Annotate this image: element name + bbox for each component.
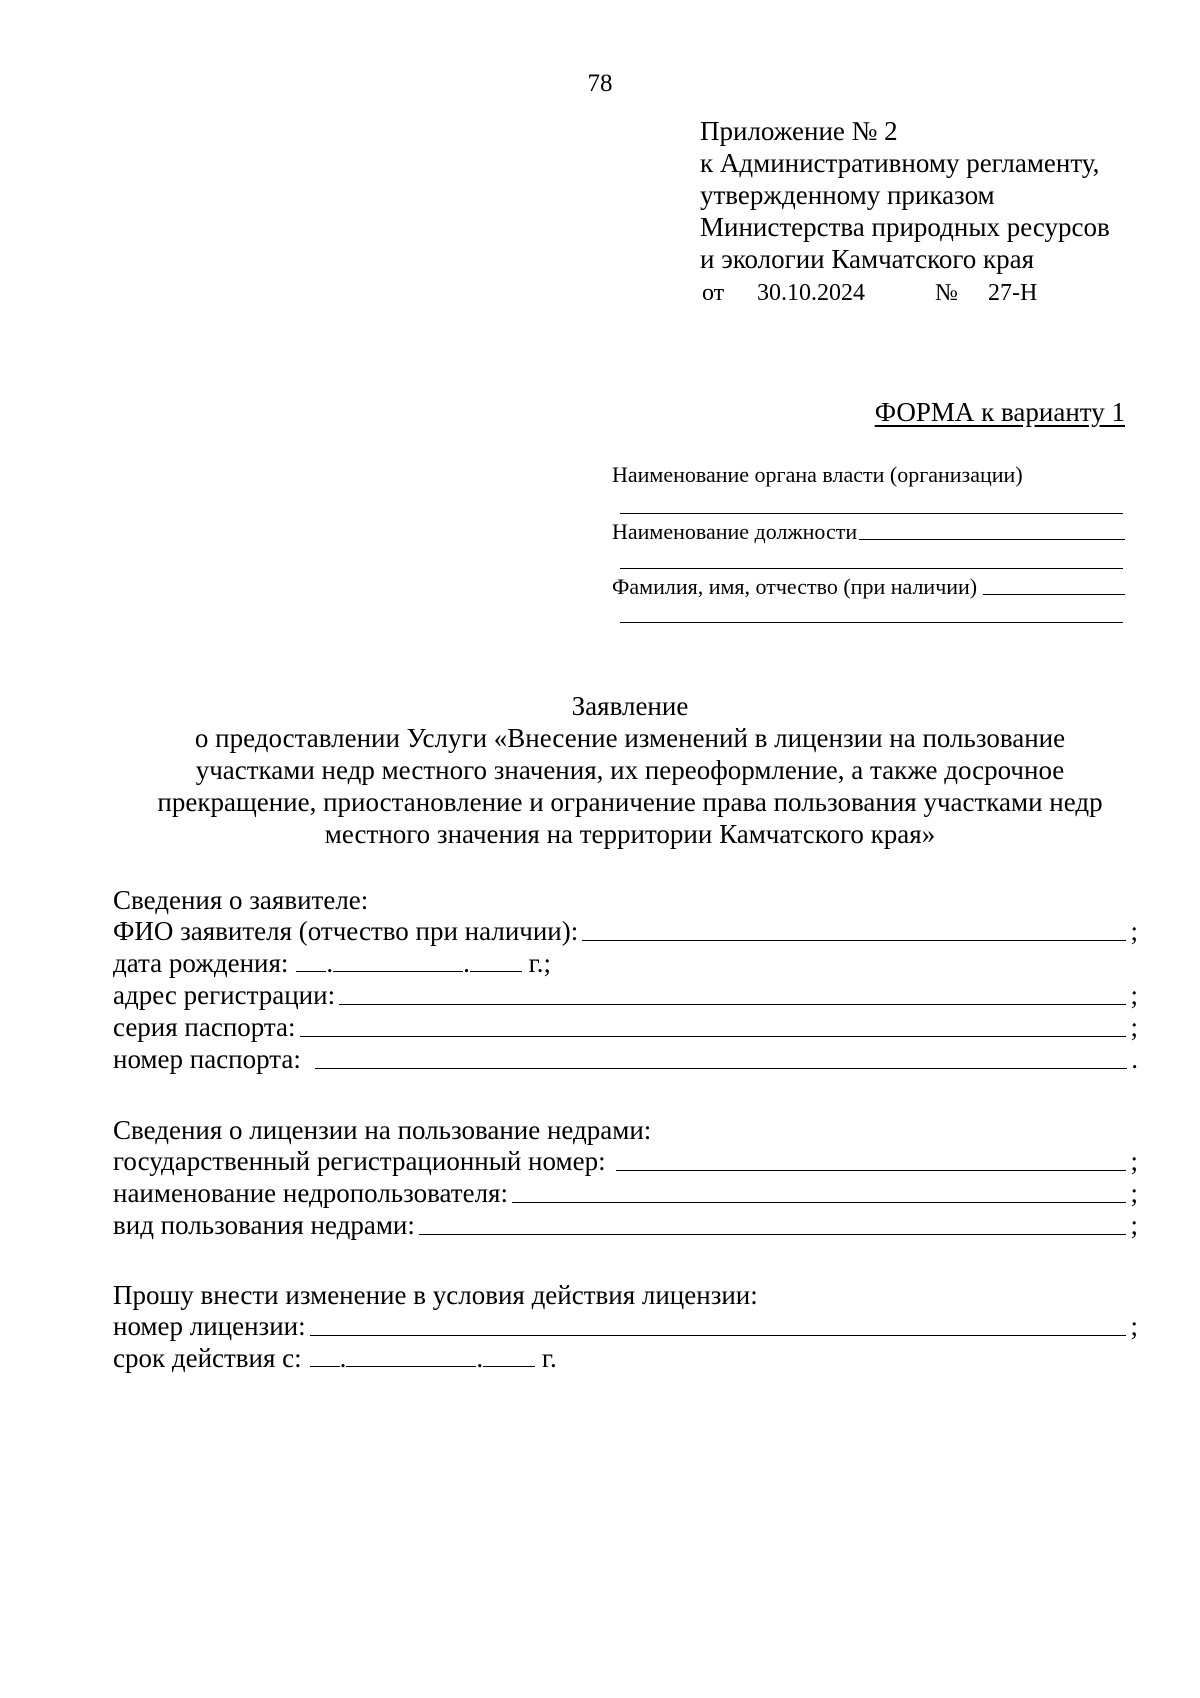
addressee-fio-field-continued[interactable] <box>620 622 1123 623</box>
request-section <box>113 1280 1138 1390</box>
semicolon: ; <box>1130 916 1138 946</box>
form-label: ФОРМА к варианту 1 <box>874 397 1125 427</box>
semicolon: ; <box>1130 980 1138 1010</box>
fio-addressee-row <box>612 574 1125 600</box>
license-number-label: номер лицензии: <box>113 1311 306 1341</box>
dot: . <box>463 948 470 978</box>
addressee-fio-field[interactable] <box>983 594 1125 595</box>
validity-date-field[interactable] <box>310 1343 557 1374</box>
passport-number-field[interactable] <box>315 1068 1127 1069</box>
user-name-label: наименование недропользователя: <box>113 1178 508 1208</box>
birth-date-row <box>113 947 1138 979</box>
semicolon: ; <box>1130 1210 1138 1240</box>
position-label: Наименование должности <box>612 519 858 544</box>
passport-number-label: номер паспорта: <box>113 1044 301 1074</box>
birth-year-blank[interactable] <box>470 951 522 972</box>
validity-label: срок действия с: <box>113 1343 302 1373</box>
passport-series-label: серия паспорта: <box>113 1012 296 1042</box>
title-line-4: прекращение, приостановление и ограничение права пользования участками недр <box>157 787 1103 817</box>
validity-day-blank[interactable] <box>310 1346 340 1367</box>
dot: . <box>339 1343 347 1373</box>
page-number: 78 <box>587 70 613 97</box>
title-line-1: Заявление <box>571 691 689 721</box>
license-heading: Сведения о лицензии на пользование недрами: <box>113 1115 652 1145</box>
license-number-field[interactable] <box>310 1335 1127 1336</box>
use-type-row <box>113 1209 1138 1241</box>
semicolon: ; <box>1130 1146 1138 1176</box>
birth-day-blank[interactable] <box>296 951 326 972</box>
semicolon: ; <box>1130 1311 1138 1341</box>
appendix-line-1: Приложение № 2 <box>700 116 898 146</box>
validity-year-blank[interactable] <box>483 1346 535 1367</box>
birth-date-suffix: г.; <box>528 948 551 978</box>
appendix-block <box>700 115 1110 275</box>
use-type-field[interactable] <box>419 1234 1127 1235</box>
validity-month-blank[interactable] <box>346 1346 476 1367</box>
dot: . <box>476 1343 484 1373</box>
user-name-field[interactable] <box>512 1202 1127 1203</box>
order-date: 30.10.2024 <box>757 280 865 306</box>
semicolon: ; <box>1130 1012 1138 1042</box>
order-from-label: от <box>702 280 725 306</box>
title-line-5: местного значения на территории Камчатского края» <box>324 819 936 849</box>
validity-suffix: г. <box>541 1343 557 1373</box>
birth-month-blank[interactable] <box>333 951 463 972</box>
address-label: адрес регистрации: <box>113 980 336 1010</box>
order-number: 27-Н <box>988 280 1038 306</box>
appendix-line-3: утвержденному приказом <box>700 180 995 210</box>
document-title <box>0 690 1200 850</box>
applicant-section <box>113 885 1138 1085</box>
period: . <box>1131 1044 1138 1074</box>
addressee-fio-label: Фамилия, имя, отчество (при наличии) <box>612 574 978 599</box>
applicant-fio-label: ФИО заявителя (отчество при наличии): <box>113 916 579 946</box>
reg-number-row <box>113 1145 1138 1177</box>
license-number-row <box>113 1310 1138 1342</box>
title-line-2: о предоставлении Услуги «Внесение изменений в лицензии на пользование <box>194 723 1066 753</box>
semicolon: ; <box>1130 1178 1138 1208</box>
title-line-3: участками недр местного значения, их переоформление, а также досрочное <box>195 755 1065 785</box>
reg-number-label: государственный регистрационный номер: <box>113 1146 606 1176</box>
position-field[interactable] <box>859 539 1125 540</box>
use-type-label: вид пользования недрами: <box>113 1210 415 1240</box>
dot: . <box>326 948 334 978</box>
user-name-row <box>113 1177 1138 1209</box>
passport-series-field[interactable] <box>300 1036 1127 1037</box>
birth-date-label: дата рождения: <box>113 948 289 978</box>
applicant-fio-row <box>113 915 1138 947</box>
passport-series-row <box>113 1011 1138 1043</box>
reg-number-field[interactable] <box>616 1170 1127 1171</box>
applicant-heading: Сведения о заявителе: <box>113 885 369 915</box>
position-row <box>612 519 1125 545</box>
birth-date-field[interactable] <box>296 948 551 979</box>
address-field[interactable] <box>339 1004 1126 1005</box>
appendix-line-4: Министерства природных ресурсов <box>700 212 1110 242</box>
position-field-continued[interactable] <box>620 568 1123 569</box>
order-number-sign: № <box>935 280 958 306</box>
authority-field[interactable] <box>620 513 1123 514</box>
validity-row <box>113 1342 1138 1374</box>
license-section <box>113 1115 1138 1255</box>
applicant-fio-field[interactable] <box>582 940 1126 941</box>
passport-number-row <box>113 1043 1138 1075</box>
appendix-line-2: к Административному регламенту, <box>700 148 1100 178</box>
request-heading: Прошу внести изменение в условия действия лицензии: <box>113 1280 758 1310</box>
address-row <box>113 979 1138 1011</box>
appendix-line-5: и экологии Камчатского края <box>700 244 1034 274</box>
authority-label: Наименование органа власти (организации) <box>612 462 1023 487</box>
